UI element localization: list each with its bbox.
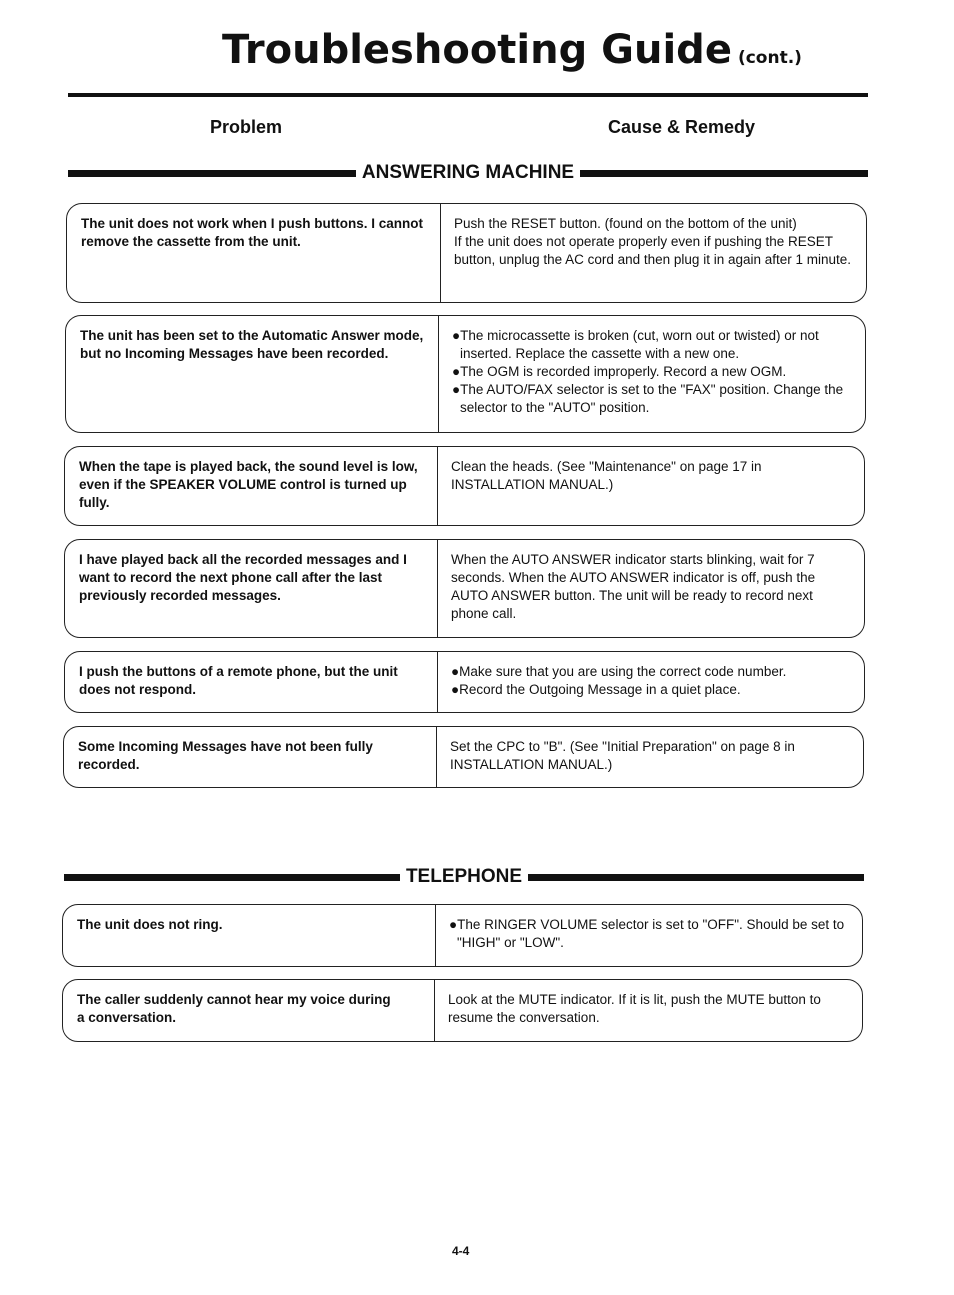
remedy-text xyxy=(438,447,864,525)
trouble-row xyxy=(65,315,866,433)
remedy-text xyxy=(437,727,863,787)
page-title-text: Troubleshooting Guide xyxy=(222,27,732,73)
remedy-bullet: ●Make sure that you are using the correct code number. xyxy=(451,664,787,679)
trouble-row xyxy=(64,539,865,638)
section-heading: ANSWERING MACHINE xyxy=(361,162,575,183)
problem-text: Some Incoming Messages have not been fully recorded. xyxy=(64,727,437,787)
problem-text: The unit has been set to the Automatic Answer mode, but no Incoming Messages have been recorded. xyxy=(66,316,439,432)
remedy-text xyxy=(438,652,864,712)
problem-text: The caller suddenly cannot hear my voice during a conversation. xyxy=(63,980,435,1041)
remedy-line: Look at the MUTE indicator. If it is lit, push the MUTE button to resume the conversation. xyxy=(448,992,821,1025)
trouble-row xyxy=(62,979,863,1042)
trouble-row xyxy=(64,446,865,526)
problem-text: When the tape is played back, the sound level is low, even if the SPEAKER VOLUME control is turned up fully. xyxy=(65,447,438,525)
remedy-bullet: ●The OGM is recorded improperly. Record a new OGM. xyxy=(452,364,787,379)
remedy-line: Set the CPC to "B". (See "Initial Preparation" on page 8 in INSTALLATION MANUAL.) xyxy=(450,739,795,772)
remedy-text xyxy=(439,316,865,432)
page-number: 4-4 xyxy=(452,1244,470,1258)
section-bar-left xyxy=(68,170,356,177)
trouble-row xyxy=(64,651,865,713)
page-title xyxy=(222,27,802,73)
remedy-text xyxy=(435,980,862,1041)
problem-text: I push the buttons of a remote phone, but the unit does not respond. xyxy=(65,652,438,712)
section-bar-left xyxy=(64,874,400,881)
section-bar-right xyxy=(580,170,868,177)
problem-text: I have played back all the recorded messages and I want to record the next phone call after the last previously recorded messages. xyxy=(65,540,438,637)
remedy-bullet: ●The RINGER VOLUME selector is set to "OFF". Should be set to "HIGH" or "LOW". xyxy=(449,917,845,950)
section-bar-right xyxy=(528,874,864,881)
column-header-problem: Problem xyxy=(210,117,283,137)
page-title-suffix: (cont.) xyxy=(737,48,802,68)
column-header-remedy: Cause & Remedy xyxy=(608,117,756,137)
remedy-bullet: ●The AUTO/FAX selector is set to the "FAX" position. Change the selector to the "AUTO" position. xyxy=(452,382,844,415)
remedy-line: Clean the heads. (See "Maintenance" on page 17 in INSTALLATION MANUAL.) xyxy=(451,459,762,492)
remedy-text xyxy=(441,204,866,302)
remedy-line: Push the RESET button. (found on the bottom of the unit) xyxy=(454,216,797,231)
remedy-text xyxy=(438,540,864,637)
section-telephone xyxy=(64,867,864,887)
remedy-bullet: ●Record the Outgoing Message in a quiet place. xyxy=(451,682,741,697)
problem-text: The unit does not work when I push buttons. I cannot remove the cassette from the unit. xyxy=(67,204,441,302)
remedy-bullet: ●The microcassette is broken (cut, worn out or twisted) or not inserted. Replace the cassette with a new one. xyxy=(452,328,819,361)
trouble-row xyxy=(62,904,863,967)
problem-text: The unit does not ring. xyxy=(63,905,436,966)
section-answering-machine xyxy=(68,163,868,183)
remedy-line: When the AUTO ANSWER indicator starts blinking, wait for 7 seconds. When the AUTO ANSWER indicator is off, push the AUTO ANSWER button. The unit will be ready to record next phone call. xyxy=(451,552,816,621)
trouble-row xyxy=(66,203,867,303)
remedy-line: If the unit does not operate properly even if pushing the RESET button, unplug the AC cord and then plug it in again after 1 minute. xyxy=(454,234,852,267)
trouble-row xyxy=(63,726,864,788)
section-heading: TELEPHONE xyxy=(405,866,523,887)
remedy-text xyxy=(436,905,862,966)
title-rule xyxy=(68,93,868,97)
